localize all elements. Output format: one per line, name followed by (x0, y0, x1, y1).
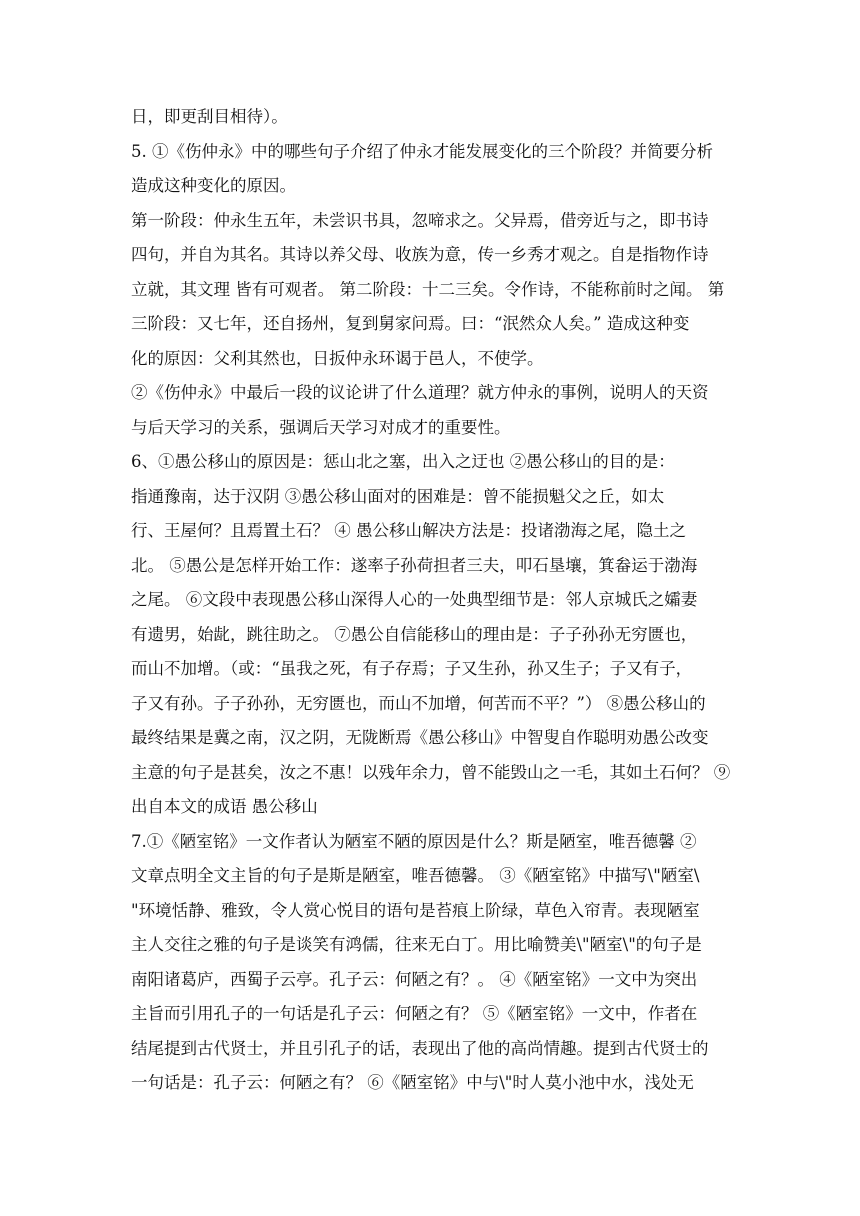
text-line: "环境恬静、雅致，令人赏心悦目的语句是苔痕上阶绿，草色入帘青。表现陋室 (131, 900, 700, 920)
text-line: 7.①《陋室铭》一文作者认为陋室不陋的原因是什么？斯是陋室，唯吾德馨 ② (131, 831, 697, 851)
text-line: 立就，其文理 皆有可观者。 第二阶段：十二三矣。令作诗，不能称前时之闻。 第 (131, 279, 725, 299)
text-line: 一句话是：孔子云：何陋之有？ ⑥《陋室铭》中与\"时人莫小池中水，浅处无 (131, 1073, 694, 1092)
text-line: 主旨而引用孔子的一句话是孔子云：何陋之有？ ⑤《陋室铭》一文中，作者在 (131, 1004, 698, 1023)
text-line: 四句，并自为其名。其诗以养父母、收族为意，传一乡秀才观之。自是指物作诗 (131, 245, 709, 264)
text-line: 化的原因：父利其然也，日扳仲永环谒于邑人，不使学。 (131, 348, 544, 368)
text-line: 日，即更刮目相待）。 (131, 107, 288, 126)
text-line: 结尾提到古代贤士，并且引孔子的话，表现出了他的高尚情趣。提到古代贤士的 (131, 1038, 709, 1058)
text-line: 6、①愚公移山的原因是：惩山北之塞，出入之迂也 ②愚公移山的目的是： (131, 452, 675, 471)
text-line: ②《伤仲永》中最后一段的议论讲了什么道理？就方仲永的事例，说明人的天资 (131, 383, 709, 402)
text-line: 主人交往之雅的句子是谈笑有鸿儒，往来无白丁。用比喻赞美\"陋室\"的句子是 (131, 935, 702, 954)
document-page (131, 100, 739, 1101)
text-line: 最终结果是冀之南，汉之阴，无陇断焉《愚公移山》中智叟自作聪明劝愚公改变 (131, 728, 709, 747)
text-line: 子又有孙。子子孙孙，无穷匮也，而山不加增，何苦而不平？”） ⑧愚公移山的 (131, 693, 706, 713)
text-line: 出自本文的成语 愚公移山 (131, 797, 318, 816)
text-line: 第一阶段：仲永生五年，未尝识书具，忽啼求之。父异焉，借旁近与之，即书诗 (131, 210, 709, 230)
text-line: 指通豫南，达于汉阴 ③愚公移山面对的困难是：曾不能损魁父之丘，如太 (131, 486, 665, 506)
text-line: 三阶段：又七年，还自扬州，复到舅家问焉。曰：“泯然众人矣。” 造成这种变 (131, 314, 690, 333)
text-line: 北。 ⑤愚公是怎样开始工作：遂率子孙荷担者三夫，叩石垦壤，箕畚运于渤海 (131, 555, 698, 575)
text-line: 而山不加增。（或：“虽我之死，有子存焉；子又生孙，孙又生子；子又有子， (131, 659, 693, 678)
text-line: 造成这种变化的原因。 (131, 176, 296, 195)
text-line: 主意的句子是甚矣，汝之不惠！以残年余力，曾不能毁山之一毛，其如土石何？ ⑨ (131, 762, 731, 782)
text-line: 5. ①《伤仲永》中的哪些句子介绍了仲永才能发展变化的三个阶段？并简要分析 (131, 141, 713, 161)
text-line: 有遗男，始龀，跳往助之。 ⑦愚公自信能移山的理由是：子子孙孙无穷匮也， (131, 624, 698, 644)
text-line: 南阳诸葛庐，西蜀子云亭。孔子云：何陋之有？。 ④《陋室铭》一文中为突出 (131, 969, 698, 989)
text-line: 之尾。 ⑥文段中表现愚公移山深得人心的一处典型细节是：邻人京城氏之孀妻 (131, 590, 698, 609)
text-line: 文章点明全文主旨的句子是斯是陋室，唯吾德馨。 ③《陋室铭》中描写\"陋室\ (131, 866, 700, 885)
text-line: 与后天学习的关系，强调后天学习对成才的重要性。 (131, 417, 511, 437)
text-line: 行、王屋何？且焉置土石？ ④ 愚公移山解决方法是：投诸渤海之尾，隐土之 (131, 521, 686, 540)
